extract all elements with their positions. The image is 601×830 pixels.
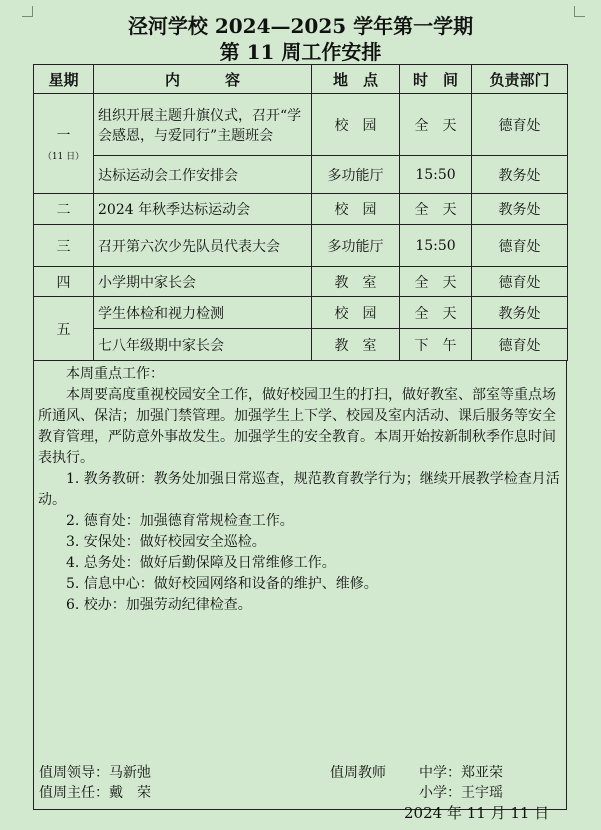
header-time: 时 间 <box>400 65 472 94</box>
place-cell: 多功能厅 <box>312 156 400 194</box>
content-cell: 召开第六次少先队员代表大会 <box>94 225 312 267</box>
time-cell: 15:50 <box>400 156 472 194</box>
content-cell: 七八年级期中家长会 <box>94 329 312 361</box>
dept-cell: 德育处 <box>472 329 568 361</box>
notes-intro: 本周要高度重视校园安全工作，做好校园卫生的打扫，做好教室、部室等重点场所通风、保洁；加强门禁管理。加强学生上下学、校园及室内活动、课后服务等安全教育管理，严防意外事故发生。加强学生的安全教育。本周开始按新制秋季作息时间表执行。 <box>38 387 556 466</box>
place-cell: 校 园 <box>312 94 400 156</box>
table-row <box>34 297 568 329</box>
header-place: 地 点 <box>312 65 400 94</box>
notes-item: 5. 信息中心：做好校园网络和设备的维护、维修。 <box>66 576 378 592</box>
dept-cell: 教务处 <box>472 297 568 329</box>
content-cell: 2024 年秋季达标运动会 <box>94 194 312 225</box>
dept-cell: 教务处 <box>472 194 568 225</box>
day-date-note: （11 日） <box>42 152 85 162</box>
day-cell <box>34 94 94 194</box>
dept-cell: 德育处 <box>472 267 568 297</box>
content-cell: 学生体检和视力检测 <box>94 297 312 329</box>
weekly-notes-box <box>33 360 567 822</box>
table-row <box>34 329 568 361</box>
day-label: 一 <box>56 128 71 144</box>
duty-teacher-label: 值周教师 <box>330 765 386 781</box>
duty-director: 值周主任：戴 荣 <box>39 785 151 801</box>
place-cell: 教 室 <box>312 329 400 361</box>
document-title: 泾河学校 2024—2025 学年第一学期 <box>127 14 474 38</box>
header-content: 内 容 <box>94 65 312 94</box>
table-header-row <box>34 65 568 94</box>
content-cell: 小学期中家长会 <box>94 267 312 297</box>
place-cell: 校 园 <box>312 297 400 329</box>
header-dept: 负责部门 <box>472 65 568 94</box>
dept-cell: 德育处 <box>472 225 568 267</box>
duty-leader: 值周领导：马新弛 <box>39 765 151 781</box>
time-cell: 全 天 <box>400 267 472 297</box>
time-cell: 全 天 <box>400 94 472 156</box>
notes-heading: 本周重点工作： <box>66 366 164 382</box>
document-subtitle: 第 11 周工作安排 <box>219 40 382 64</box>
time-cell: 15:50 <box>400 225 472 267</box>
table-row <box>34 194 568 225</box>
notes-item: 4. 总务处：做好后勤保障及日常维修工作。 <box>66 555 336 571</box>
time-cell: 全 天 <box>400 297 472 329</box>
notes-item: 3. 安保处：做好校园安全巡检。 <box>66 534 266 550</box>
duty-teacher-primary: 小学：王宇瑶 <box>419 785 503 801</box>
table-row <box>34 225 568 267</box>
place-cell: 校 园 <box>312 194 400 225</box>
notes-item: 1. 教务教研：教务处加强日常巡查，规范教育教学行为；继续开展教学检查月活动。 <box>38 471 560 508</box>
time-cell: 全 天 <box>400 194 472 225</box>
notes-item: 2. 德育处：加强德育常规检查工作。 <box>66 513 294 529</box>
table-row <box>34 267 568 297</box>
day-cell: 三 <box>34 225 94 267</box>
table-row <box>34 94 568 156</box>
content-cell: 达标运动会工作安排会 <box>94 156 312 194</box>
duty-teacher-middle: 中学：郑亚荣 <box>419 765 503 781</box>
schedule-table <box>33 64 568 361</box>
content-cell: 组织开展主题升旗仪式，召开“学会感恩，与爱同行”主题班会 <box>94 94 312 156</box>
notes-item: 6. 校办：加强劳动纪律检查。 <box>66 597 252 613</box>
place-cell: 多功能厅 <box>312 225 400 267</box>
day-cell: 二 <box>34 194 94 225</box>
place-cell: 教 室 <box>312 267 400 297</box>
header-day: 星期 <box>34 65 94 94</box>
document-date: 2024 年 11 月 11 日 <box>404 804 550 822</box>
day-cell: 五 <box>34 297 94 361</box>
time-cell: 下 午 <box>400 329 472 361</box>
table-row <box>34 156 568 194</box>
day-cell: 四 <box>34 267 94 297</box>
dept-cell: 教务处 <box>472 156 568 194</box>
dept-cell: 德育处 <box>472 94 568 156</box>
